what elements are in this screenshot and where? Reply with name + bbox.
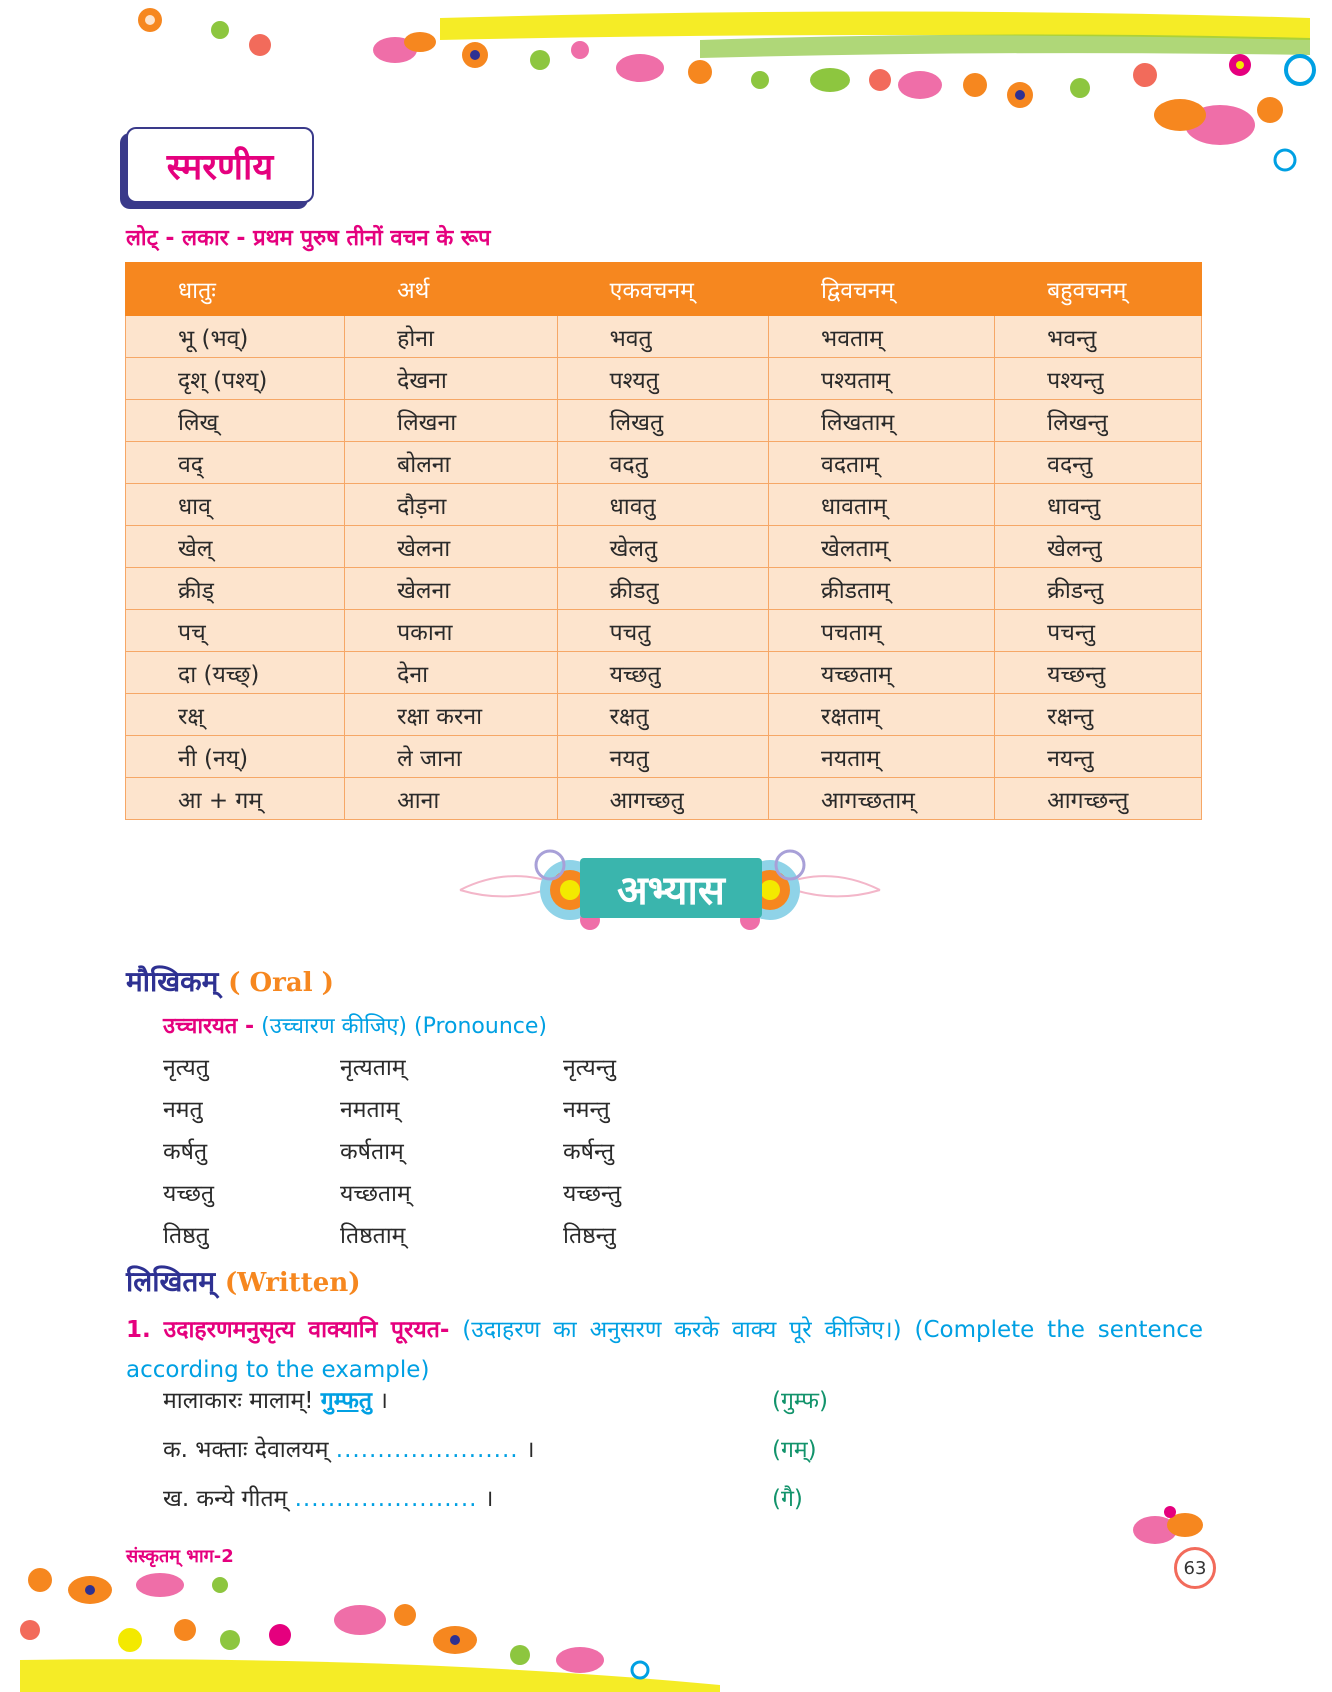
- table-row: [126, 484, 1202, 526]
- lot-lakara-table: [125, 262, 1202, 820]
- item-hint: (गै): [772, 1486, 803, 1512]
- cell: पश्यन्तु: [995, 358, 1202, 400]
- cell: लिखना: [345, 400, 557, 442]
- cell: लिखन्तु: [995, 400, 1202, 442]
- table-row: [126, 526, 1202, 568]
- book-title-footer: संस्कृतम् भाग-2: [126, 1546, 234, 1567]
- cell: आगच्छताम्: [769, 778, 995, 820]
- oral-word: कर्षन्तु: [563, 1139, 615, 1165]
- cell: पचन्तु: [995, 610, 1202, 652]
- oral-word: तिष्ठन्तु: [563, 1223, 616, 1249]
- answer-blank[interactable]: ......................: [335, 1437, 519, 1463]
- item-end: ।: [484, 1486, 494, 1512]
- cell: रक्षा करना: [345, 694, 557, 736]
- item-hint: (गम्): [772, 1437, 817, 1463]
- example-hint: (गुम्फ): [772, 1388, 828, 1414]
- cell: नयतु: [557, 736, 768, 778]
- oral-word: यच्छतु: [163, 1181, 215, 1207]
- cell: भवन्तु: [995, 316, 1202, 358]
- header-ekavachanam: एकवचनम्: [557, 263, 768, 316]
- example-answer: गुम्फतु: [320, 1388, 372, 1414]
- table-subtitle: लोट् - लकार - प्रथम पुरुष तीनों वचन के रूप: [126, 226, 491, 251]
- cell: पच्: [126, 610, 345, 652]
- exercise-item: [163, 1481, 494, 1513]
- q1-sanskrit: उदाहरणमनुसृत्य वाक्यानि पूरयत-: [163, 1317, 450, 1343]
- item-text: क. भक्ताः देवालयम्: [163, 1437, 329, 1463]
- cell: क्रीड्: [126, 568, 345, 610]
- oral-word: नमतु: [163, 1097, 203, 1123]
- header-bahuvachanam: बहुवचनम्: [995, 263, 1202, 316]
- cell: पश्यताम्: [769, 358, 995, 400]
- cell: भवतु: [557, 316, 768, 358]
- oral-instruction: [163, 1010, 547, 1040]
- answer-blank[interactable]: ......................: [294, 1486, 478, 1512]
- oral-word: नृत्यतु: [163, 1055, 209, 1081]
- table-row: [126, 778, 1202, 820]
- cell: वदन्तु: [995, 442, 1202, 484]
- cell: खेलना: [345, 526, 557, 568]
- oral-word: यच्छन्तु: [563, 1181, 622, 1207]
- table-header-row: [126, 263, 1202, 316]
- cell: पकाना: [345, 610, 557, 652]
- cell: लिखतु: [557, 400, 768, 442]
- cell: क्रीडतु: [557, 568, 768, 610]
- oral-word: कर्षतु: [163, 1139, 208, 1165]
- oral-instr-english: (Pronounce): [413, 1014, 547, 1039]
- cell: खेलन्तु: [995, 526, 1202, 568]
- question-1: [126, 1310, 1203, 1390]
- oral-word: नृत्यन्तु: [563, 1055, 616, 1081]
- cell: खेल्: [126, 526, 345, 568]
- oral-word: नमताम्: [340, 1097, 400, 1123]
- exercise-item: [163, 1432, 535, 1464]
- cell: होना: [345, 316, 557, 358]
- q1-number: 1.: [126, 1317, 151, 1343]
- cell: पचतु: [557, 610, 768, 652]
- oral-word: नृत्यताम्: [340, 1055, 406, 1081]
- table-row: [126, 400, 1202, 442]
- cell: खेलताम्: [769, 526, 995, 568]
- cell: यच्छन्तु: [995, 652, 1202, 694]
- cell: आ + गम्: [126, 778, 345, 820]
- oral-word: यच्छताम्: [340, 1181, 411, 1207]
- section-heading-box: [126, 127, 314, 203]
- cell: रक्षन्तु: [995, 694, 1202, 736]
- example-sentence: [163, 1383, 388, 1415]
- oral-word: तिष्ठताम्: [340, 1223, 406, 1249]
- cell: नयन्तु: [995, 736, 1202, 778]
- cell: वदताम्: [769, 442, 995, 484]
- cell: ले जाना: [345, 736, 557, 778]
- cell: आगच्छतु: [557, 778, 768, 820]
- example-text: मालाकारः मालाम्!: [163, 1388, 314, 1414]
- cell: दा (यच्छ्): [126, 652, 345, 694]
- cell: नी (नय्): [126, 736, 345, 778]
- table-row: [126, 316, 1202, 358]
- bottom-floral-border: [0, 1560, 1332, 1692]
- section-heading: स्मरणीय: [166, 145, 274, 188]
- cell: धावन्तु: [995, 484, 1202, 526]
- written-title: लिखितम्: [126, 1265, 216, 1298]
- item-end: ।: [525, 1437, 535, 1463]
- cell: आगच्छन्तु: [995, 778, 1202, 820]
- q1-hindi: (उदाहरण का अनुसरण करके वाक्य पूरे कीजिए।): [462, 1317, 902, 1343]
- cell: धावताम्: [769, 484, 995, 526]
- table-row: [126, 736, 1202, 778]
- cell: धावतु: [557, 484, 768, 526]
- table-row: [126, 442, 1202, 484]
- table-row: [126, 610, 1202, 652]
- cell: पश्यतु: [557, 358, 768, 400]
- header-artha: अर्थ: [345, 263, 557, 316]
- cell: देखना: [345, 358, 557, 400]
- cell: क्रीडन्तु: [995, 568, 1202, 610]
- written-section-title: [126, 1262, 361, 1300]
- cell: भू (भव्): [126, 316, 345, 358]
- cell: यच्छताम्: [769, 652, 995, 694]
- written-title-en: (Written): [224, 1268, 361, 1298]
- oral-instr-sanskrit: उच्चारयत -: [163, 1014, 255, 1039]
- table-row: [126, 652, 1202, 694]
- cell: रक्षतु: [557, 694, 768, 736]
- cell: यच्छतु: [557, 652, 768, 694]
- cell: वदतु: [557, 442, 768, 484]
- cell: धाव्: [126, 484, 345, 526]
- cell: क्रीडताम्: [769, 568, 995, 610]
- cell: दृश् (पश्य्): [126, 358, 345, 400]
- cell: भवताम्: [769, 316, 995, 358]
- oral-word: तिष्ठतु: [163, 1223, 209, 1249]
- cell: लिख्: [126, 400, 345, 442]
- cell: वद्: [126, 442, 345, 484]
- table-row: [126, 358, 1202, 400]
- oral-section-title: [126, 962, 334, 1000]
- cell: खेलना: [345, 568, 557, 610]
- cell: खेलतु: [557, 526, 768, 568]
- oral-instr-hindi: (उच्चारण कीजिए): [261, 1014, 407, 1039]
- table-row: [126, 694, 1202, 736]
- example-end: ।: [379, 1388, 388, 1414]
- header-dhatu: धातुः: [126, 263, 345, 316]
- cell: रक्षताम्: [769, 694, 995, 736]
- cell: नयताम्: [769, 736, 995, 778]
- oral-title-en: ( Oral ): [228, 968, 334, 998]
- header-dvivachanam: द्विवचनम्: [769, 263, 995, 316]
- cell: पचताम्: [769, 610, 995, 652]
- cell: लिखताम्: [769, 400, 995, 442]
- cell: दौड़ना: [345, 484, 557, 526]
- cell: देना: [345, 652, 557, 694]
- table-row: [126, 568, 1202, 610]
- abhyas-heading: अभ्यास: [580, 858, 762, 918]
- cell: बोलना: [345, 442, 557, 484]
- oral-word: कर्षताम्: [340, 1139, 404, 1165]
- cell: आना: [345, 778, 557, 820]
- cell: रक्ष्: [126, 694, 345, 736]
- oral-word: नमन्तु: [563, 1097, 610, 1123]
- page-number: 63: [1174, 1547, 1216, 1589]
- oral-title: मौखिकम्: [126, 965, 219, 998]
- item-text: ख. कन्ये गीतम्: [163, 1486, 288, 1512]
- q1-english: (Complete the sentence according to the example): [126, 1317, 1204, 1383]
